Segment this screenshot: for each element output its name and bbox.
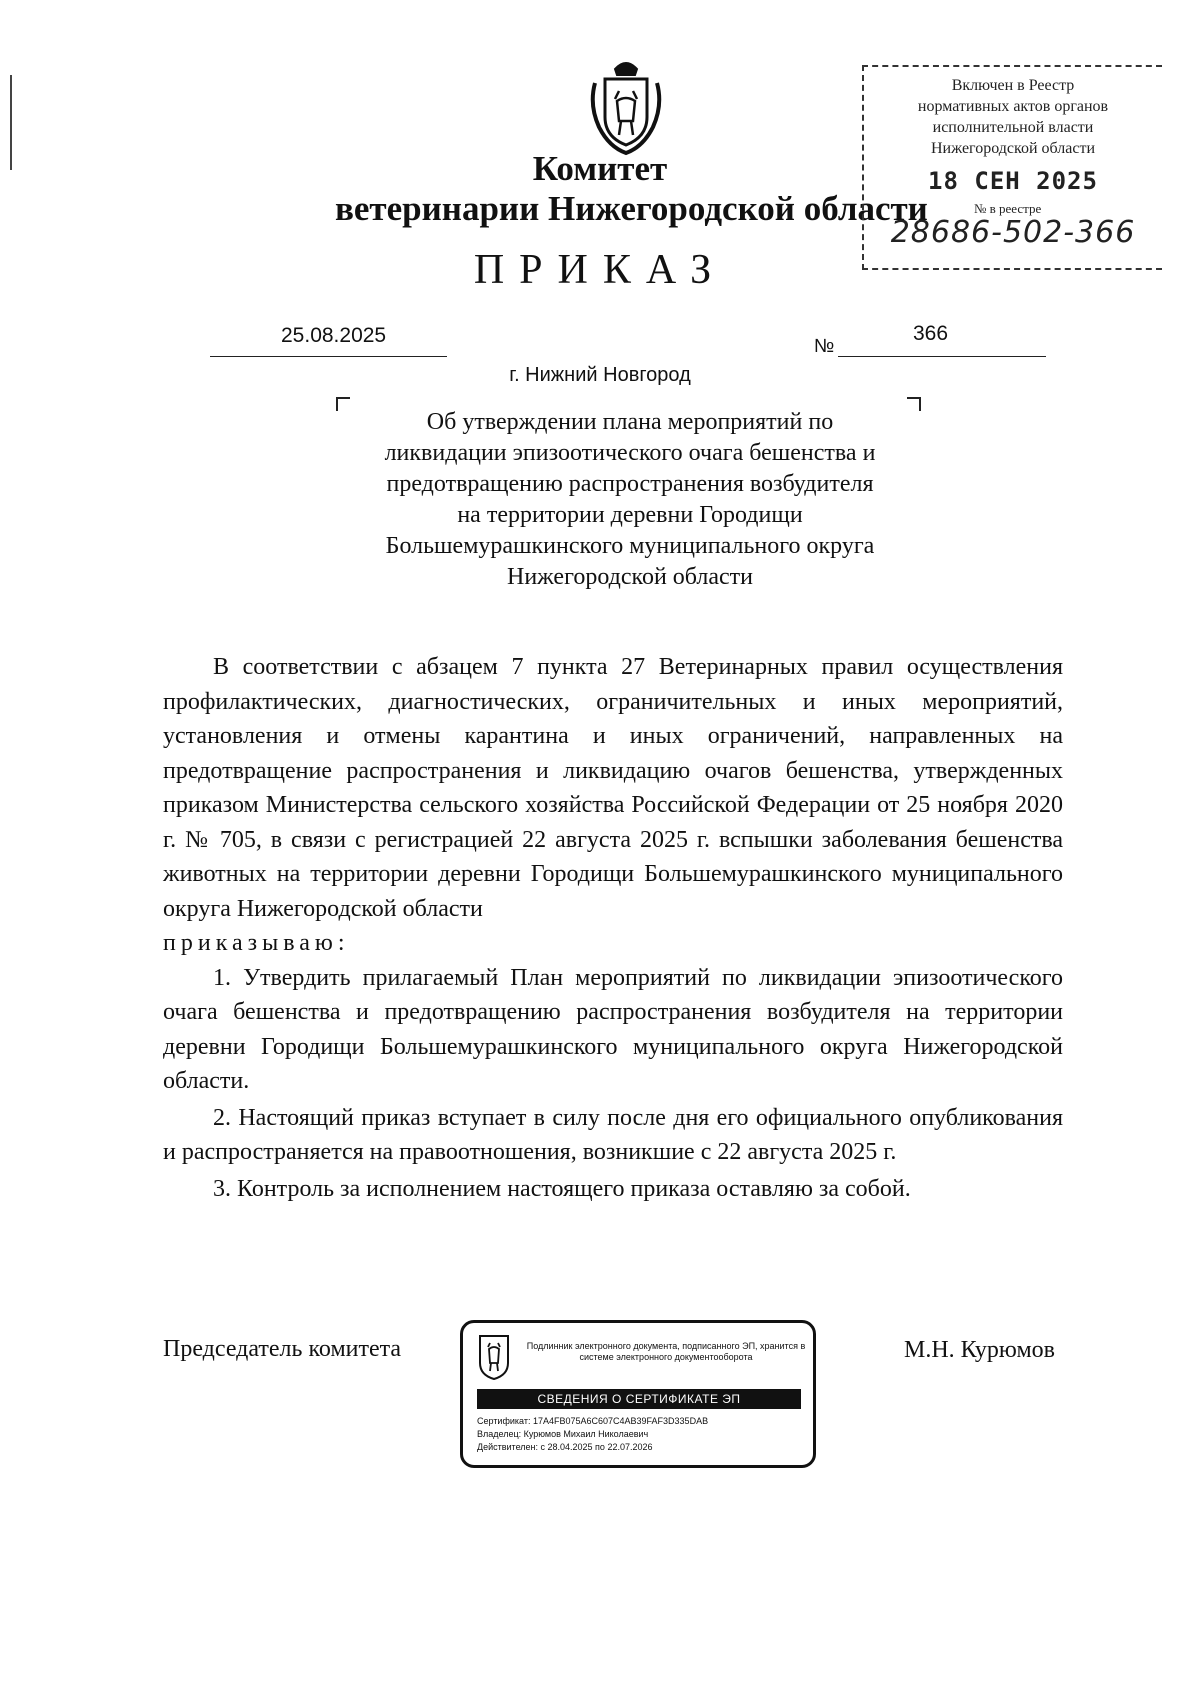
- committee-name-line1: Комитет: [532, 149, 668, 188]
- esign-certificate: Сертификат: 17A4FB075A6C607C4AB39FAF3D335DAB: [477, 1416, 709, 1426]
- subject-line: Об утверждении плана мероприятий по: [426, 409, 834, 435]
- electronic-signature-stamp: [460, 1320, 816, 1468]
- date-underline: [210, 356, 447, 357]
- subject-line: ликвидации эпизоотического очага бешенства и: [384, 440, 876, 466]
- order-item-1: 1. Утвердить прилагаемый План мероприятий по ликвидации эпизоотического очага бешенства и предотвращению распространения возбудителя на территории деревни Городищи Большемурашкинского муниципального округа Нижегородской области.: [163, 964, 1063, 1094]
- stamp-line: нормативных актов органов: [917, 98, 1109, 115]
- region-emblem-icon: [477, 1333, 511, 1381]
- order-subject: [350, 407, 910, 593]
- stamp-line: исполнительной власти: [932, 119, 1094, 136]
- esign-validity: Действителен: с 28.04.2025 по 22.07.2026: [477, 1442, 653, 1452]
- esign-details: [477, 1415, 708, 1454]
- order-keyword: приказываю:: [163, 930, 350, 956]
- order-city: г. Нижний Новгород: [509, 364, 691, 386]
- subject-line: на территории деревни Городищи: [457, 502, 803, 528]
- coat-of-arms-icon: [585, 55, 667, 157]
- stamp-text: [864, 75, 1162, 159]
- subject-line: предотвращению распространения возбудителя: [386, 471, 874, 497]
- number-underline: [838, 356, 1046, 357]
- signer-name: М.Н. Курюмов: [904, 1337, 1056, 1363]
- order-date: 25.08.2025: [281, 324, 387, 347]
- stamp-line: Включен в Реестр: [951, 77, 1075, 94]
- esign-certificate-header: СВЕДЕНИЯ О СЕРТИФИКАТЕ ЭП: [477, 1389, 801, 1409]
- order-item-2: 2. Настоящий приказ вступает в силу после дня его официального опубликования и распространяется на правоотношения, возникшие с 22 августа 2025 г.: [163, 1104, 1063, 1165]
- order-number: 366: [913, 322, 949, 345]
- registry-stamp: [862, 65, 1162, 270]
- subject-line: Большемурашкинского муниципального округа: [385, 533, 875, 559]
- order-number-label: №: [814, 336, 835, 357]
- stamp-line: Нижегородской области: [930, 140, 1095, 157]
- stamp-registry-label: № в реестре: [974, 201, 1042, 216]
- signer-position: Председатель комитета: [163, 1336, 402, 1362]
- subject-bracket-left: [336, 397, 350, 411]
- document-title: ПРИКАЗ: [473, 247, 727, 293]
- esign-note: Подлинник электронного документа, подписанного ЭП, хранится в системе электронного документооборота: [526, 1341, 806, 1362]
- subject-line: Нижегородской области: [506, 564, 754, 590]
- preamble-paragraph: В соответствии с абзацем 7 пункта 27 Ветеринарных правил осуществления профилактических, диагностических, ограничительных и иных мероприятий, установления и отмены карантина и иных ограничений, направленных на предотвращение распространения и ликвидацию очагов бешенства, утвержденных приказом Министерства сельского хозяйства Российской Федерации от 25 ноября 2020 г. № 705, в связи с регистрацией 22 августа 2025 г. вспышки заболевания бешенства животных на территории деревни Городищи Большемурашкинского муниципального округа Нижегородской области: [163, 654, 1063, 922]
- order-body: [163, 650, 1063, 1206]
- stamp-date: 18 СЕН 2025: [928, 167, 1098, 195]
- committee-name-line2: ветеринарии Нижегородской области: [335, 189, 928, 228]
- order-item-3: 3. Контроль за исполнением настоящего приказа оставляю за собой.: [213, 1175, 911, 1202]
- stamp-registry-number: 28686-502-366: [890, 215, 1136, 250]
- esign-owner: Владелец: Курюмов Михаил Николаевич: [477, 1429, 649, 1439]
